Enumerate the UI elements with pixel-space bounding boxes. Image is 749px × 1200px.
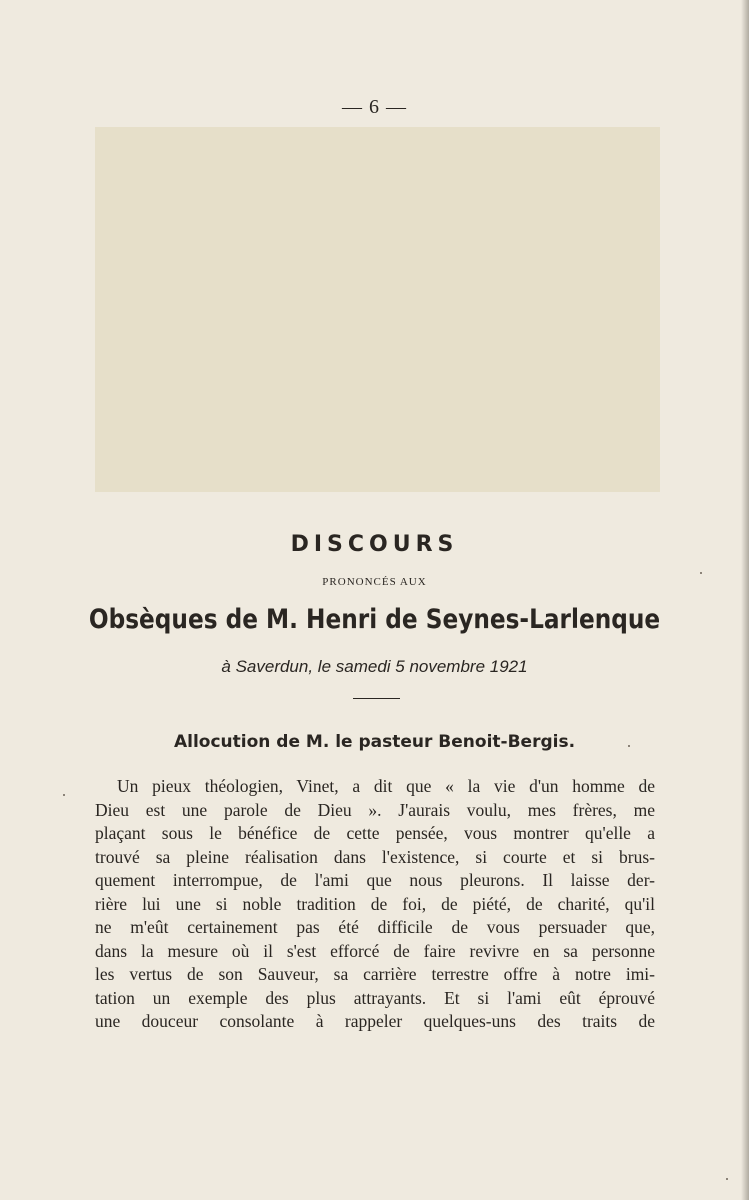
section-title: Allocution de M. le pasteur Benoit-Bergis. <box>173 732 576 752</box>
text-line: Dieu est une parole de Dieu ». J'aurais voulu, mes frères, me <box>95 799 655 820</box>
text-line: quement interrompue, de l'ami que nous pleurons. Il laisse der- <box>95 870 655 890</box>
text-line: plaçant sous le bénéfice de cette pensée, vous montrer qu'elle a <box>95 823 655 843</box>
text-line: une douceur consolante à rappeler quelques-uns des traits de <box>95 1011 655 1031</box>
text-line: trouvé sa pleine réalisation dans l'existence, si courte et si brus- <box>95 846 655 867</box>
portrait-photo-area <box>95 127 660 492</box>
body-paragraph <box>95 775 655 1034</box>
text-line: dans la mesure où il s'est efforcé de faire revivre en sa personne <box>95 940 655 961</box>
text-line: Un pieux théologien, Vinet, a dit que « la vie d'un homme de <box>117 776 655 796</box>
heading-prononces: PRONONCÉS AUX <box>322 576 427 588</box>
heading-discours: DISCOURS <box>290 532 459 557</box>
paper-speck <box>700 572 702 574</box>
heading-obseques: Obsèques de M. Henri de Seynes-Larlenque <box>88 604 661 635</box>
paper-speck <box>63 794 65 796</box>
page-number: — 6 — <box>342 96 407 118</box>
section-divider <box>353 698 400 699</box>
text-line: rière lui une si noble tradition de foi, de piété, de charité, qu'il <box>95 893 655 914</box>
paper-speck <box>628 745 630 747</box>
heading-place-date: à Saverdun, le samedi 5 novembre 1921 <box>221 657 528 676</box>
text-line: les vertus de son Sauveur, sa carrière terrestre offre à notre imi- <box>95 964 655 984</box>
paper-speck <box>726 1178 728 1180</box>
page-edge-shadow <box>741 0 749 1200</box>
text-line: ne m'eût certainement pas été difficile de vous persuader que, <box>95 917 655 937</box>
text-line: tation un exemple des plus attrayants. Et si l'ami eût éprouvé <box>95 987 655 1008</box>
